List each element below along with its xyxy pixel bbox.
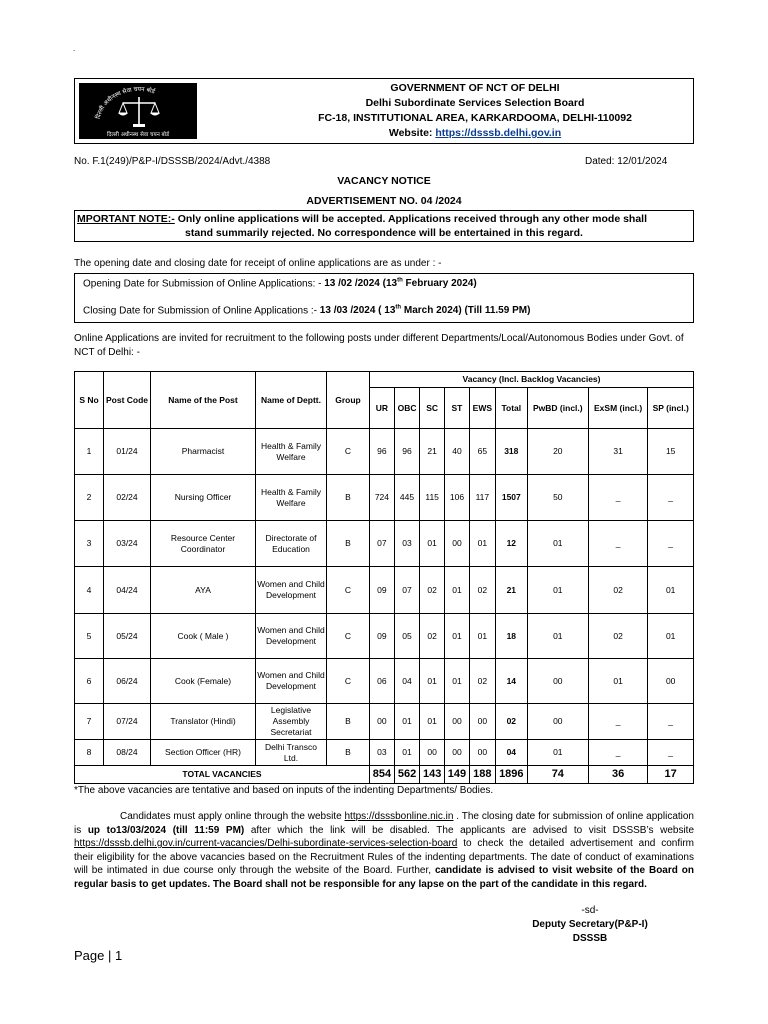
invitation-text: Online Applications are invited for recruitment to the following posts under different Departments/Local/Autonomous Bodies under Govt. of NCT of Delhi: - [74,333,684,358]
cell-st: 106 [445,475,470,521]
total-ews: 188 [469,766,495,784]
cell-code: 03/24 [104,521,151,567]
table-row [75,567,694,614]
cell-sc: 115 [420,475,445,521]
apply-online-link[interactable]: https://dsssbonline.nic.in [344,811,454,822]
table-row [75,475,694,521]
dates-intro: The opening date and closing date for receipt of online applications are as under : - [74,258,442,269]
advertisement-number: ADVERTISEMENT NO. 04 /2024 [306,195,462,207]
cell-sno: 7 [75,704,104,740]
cell-total: 12 [495,521,527,567]
header-total: Total [495,388,527,429]
cell-sp: _ [648,521,694,567]
important-note-box [74,210,694,242]
cell-group: B [327,521,370,567]
header-exsm: ExSM (incl.) [588,388,647,429]
cell-code: 08/24 [104,740,151,766]
cell-ews: 00 [469,740,495,766]
table-row [75,740,694,766]
cell-sno: 3 [75,521,104,567]
table-row [75,521,694,567]
cell-ews: 02 [469,567,495,614]
cell-dept: Women and Child Development [256,614,327,659]
header-sc: SC [420,388,445,429]
total-exsm: 36 [588,766,647,784]
cell-sc: 00 [420,740,445,766]
logo-arc-text: दिल्ली अधीनस्थ सेवा चयन बोर्ड [94,85,156,120]
cell-ur: 00 [370,704,395,740]
cell-code: 02/24 [104,475,151,521]
total-sp: 17 [648,766,694,784]
cell-dept: Women and Child Development [256,567,327,614]
signatory-org: DSSSB [572,933,608,944]
cell-dept: Health & Family Welfare [256,475,327,521]
header-obc: OBC [394,388,419,429]
total-obc: 562 [394,766,419,784]
cell-exsm: _ [588,704,647,740]
cell-sp: _ [648,704,694,740]
cell-sno: 4 [75,567,104,614]
reference-number: No. F.1(249)/P&P-I/DSSSB/2024/Advt./4388 [74,156,271,167]
cell-exsm: _ [588,740,647,766]
header-deptt: Name of Deptt. [256,372,327,429]
cell-group: B [327,704,370,740]
header-ur: UR [370,388,395,429]
signature-sd: -sd- [581,905,599,916]
cell-obc: 01 [394,704,419,740]
cell-dept: Directorate of Education [256,521,327,567]
important-note-line1: MPORTANT NOTE:- Only online applications will be accepted. Applications received through any other mode shall [77,213,648,225]
header-pwbd: PwBD (incl.) [527,388,588,429]
cell-sno: 5 [75,614,104,659]
cell-name: Cook (Female) [151,659,256,704]
cell-st: 01 [445,659,470,704]
dates-box [74,273,694,323]
cell-dept: Health & Family Welfare [256,429,327,475]
cell-sno: 6 [75,659,104,704]
header-group: Group [327,372,370,429]
cell-pwbd: 00 [527,659,588,704]
cell-ews: 65 [469,429,495,475]
cell-exsm: _ [588,475,647,521]
cell-sc: 02 [420,614,445,659]
header-vacancy: Vacancy (Incl. Backlog Vacancies) [370,372,694,388]
vacancy-table [74,371,694,784]
cell-group: C [327,429,370,475]
cell-name: Translator (Hindi) [151,704,256,740]
scales-of-justice-icon [79,83,197,139]
cell-pwbd: 01 [527,567,588,614]
cell-st: 00 [445,521,470,567]
cell-total: 02 [495,704,527,740]
notice-title: VACANCY NOTICE [337,175,431,187]
cell-obc: 01 [394,740,419,766]
table-row [75,614,694,659]
current-vacancies-link[interactable]: https://dsssb.delhi.gov.in/current-vacancies/Delhi-subordinate-services-selection-board [74,838,458,849]
cell-dept: Delhi Transco Ltd. [256,740,327,766]
cell-sp: 01 [648,567,694,614]
date-line: Dated: 12/01/2024 [585,156,668,167]
table-row [75,429,694,475]
cell-total: 04 [495,740,527,766]
cell-obc: 05 [394,614,419,659]
total-row [75,766,694,784]
total-ur: 854 [370,766,395,784]
cell-sp: 00 [648,659,694,704]
cell-ur: 09 [370,567,395,614]
cell-ur: 724 [370,475,395,521]
total-total: 1896 [495,766,527,784]
cell-sno: 8 [75,740,104,766]
cell-sp: _ [648,740,694,766]
cell-total: 18 [495,614,527,659]
cell-code: 04/24 [104,567,151,614]
board-address: FC-18, INSTITUTIONAL AREA, KARKARDOOMA, DELHI-110092 [318,112,632,124]
cell-sc: 21 [420,429,445,475]
cell-st: 01 [445,614,470,659]
cell-ur: 96 [370,429,395,475]
cell-sc: 01 [420,659,445,704]
total-sc: 143 [420,766,445,784]
cell-st: 00 [445,704,470,740]
cell-ews: 01 [469,614,495,659]
cell-st: 40 [445,429,470,475]
dsssb-logo [79,83,197,139]
cell-name: AYA [151,567,256,614]
cell-group: B [327,475,370,521]
cell-obc: 445 [394,475,419,521]
cell-st: 00 [445,740,470,766]
header-ews: EWS [469,388,495,429]
cell-pwbd: 50 [527,475,588,521]
cell-exsm: _ [588,521,647,567]
cell-ur: 09 [370,614,395,659]
total-pwbd: 74 [527,766,588,784]
cell-exsm: 02 [588,614,647,659]
cell-sc: 01 [420,704,445,740]
cell-name: Resource Center Coordinator [151,521,256,567]
cell-sc: 02 [420,567,445,614]
header-sp: SP (incl.) [648,388,694,429]
top-mark: . [73,44,76,53]
header-sno: S No [75,372,104,429]
important-note-label: MPORTANT NOTE:- [77,213,175,225]
cell-sp: _ [648,475,694,521]
cell-name: Nursing Officer [151,475,256,521]
page-number: Page | 1 [74,948,123,963]
cell-dept: Women and Child Development [256,659,327,704]
cell-pwbd: 01 [527,614,588,659]
cell-sp: 15 [648,429,694,475]
letterhead [74,78,694,144]
cell-sc: 01 [420,521,445,567]
opening-date: Opening Date for Submission of Online Applications: - 13 /02 /2024 (13th February 2024) [83,278,477,290]
cell-code: 07/24 [104,704,151,740]
cell-total: 1507 [495,475,527,521]
cell-ews: 00 [469,704,495,740]
instructions-paragraph: Candidates must apply online through the website https://dsssbonline.nic.in . The closing date for submission of online application is up to13/03/2024 (till 11:59 PM) after which the link will be disabled. The applicants are advised to visit DSSSB’s website https://dsssb.delhi.gov.in/current-vacancies/Delhi-subordinate-services-selection-board to check the detailed advertisement and confirm their eligibility for the above vacancies based on the Recruitment Rules of the indenting departments. The date of conduct of examinations will be intimated in due course only through the website of the Board. Further, candidate is advised to visit website of the Board on regular basis to get updates. The Board shall not be responsible for any lapse on the part of the candidate in this regard. [74,811,695,890]
board-name: Delhi Subordinate Services Selection Board [365,97,585,109]
cell-pwbd: 00 [527,704,588,740]
cell-exsm: 01 [588,659,647,704]
cell-pwbd: 20 [527,429,588,475]
cell-exsm: 31 [588,429,647,475]
total-st: 149 [445,766,470,784]
website-line: Website: https://dsssb.delhi.gov.in [388,127,562,139]
cell-total: 318 [495,429,527,475]
cell-obc: 04 [394,659,419,704]
cell-ur: 06 [370,659,395,704]
cell-st: 01 [445,567,470,614]
cell-code: 06/24 [104,659,151,704]
cell-ews: 01 [469,521,495,567]
cell-sno: 2 [75,475,104,521]
cell-group: B [327,740,370,766]
cell-ews: 117 [469,475,495,521]
cell-name: Pharmacist [151,429,256,475]
cell-group: C [327,659,370,704]
cell-obc: 03 [394,521,419,567]
cell-pwbd: 01 [527,740,588,766]
cell-obc: 07 [394,567,419,614]
cell-sno: 1 [75,429,104,475]
website-link[interactable]: https://dsssb.delhi.gov.in [435,127,562,139]
cell-code: 01/24 [104,429,151,475]
cell-ews: 02 [469,659,495,704]
letterhead-text [255,81,695,141]
header-post-name: Name of the Post [151,372,256,429]
header-post-code: Post Code [104,372,151,429]
cell-obc: 96 [394,429,419,475]
govt-name: GOVERNMENT OF NCT OF DELHI [390,82,560,94]
important-note-line2: stand summarily rejected. No correspondence will be entertained in this regard. [185,227,583,239]
signatory-designation: Deputy Secretary(P&P-I) [532,919,648,930]
logo-bottom-text: दिल्ली अधीनस्थ सेवा चयन बोर्ड [106,132,170,138]
table-row [75,659,694,704]
cell-name: Cook ( Male ) [151,614,256,659]
header-st: ST [445,388,470,429]
cell-total: 21 [495,567,527,614]
total-label: TOTAL VACANCIES [75,766,370,784]
table-row [75,704,694,740]
cell-total: 14 [495,659,527,704]
cell-exsm: 02 [588,567,647,614]
closing-date: Closing Date for Submission of Online Applications :- 13 /03 /2024 ( 13th March 2024) (Till 11.59 PM) [83,305,531,317]
cell-pwbd: 01 [527,521,588,567]
cell-name: Section Officer (HR) [151,740,256,766]
footnote: *The above vacancies are tentative and based on inputs of the indenting Departments/ Bodies. [74,785,494,796]
cell-code: 05/24 [104,614,151,659]
cell-sp: 01 [648,614,694,659]
cell-group: C [327,614,370,659]
cell-ur: 03 [370,740,395,766]
cell-group: C [327,567,370,614]
cell-dept: Legislative Assembly Secretariat [256,704,327,740]
cell-ur: 07 [370,521,395,567]
